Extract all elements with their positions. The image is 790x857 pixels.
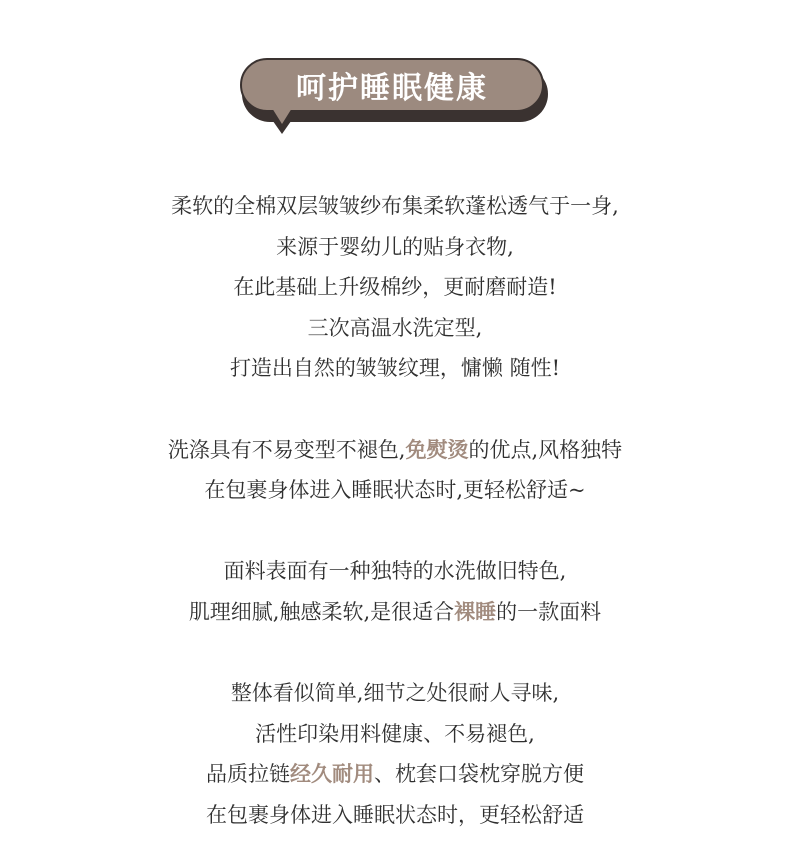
body-text: 肌理细腻,触感柔软,是很适合 [188,599,455,624]
body-text: 在此基础上升级棉纱，更耐磨耐造! [233,275,557,300]
text-line [0,551,790,592]
paragraph-gap [0,633,790,674]
text-line [0,470,790,511]
body-text: 柔软的全棉双层皱皱纱布集柔软蓬松透气于一身, [171,194,619,218]
body-text: 在包裹身体进入睡眠状态时,更轻松舒适~ [204,478,586,503]
body-text: 整体看似简单,细节之处很耐人寻味, [230,681,560,706]
description-text [0,186,790,836]
body-text: 来源于婴幼儿的贴身衣物, [276,234,514,259]
text-line [0,795,790,836]
body-text: 在包裹身体进入睡眠状态时，更轻松舒适 [206,802,584,827]
body-text: 打造出自然的皱皱纹理，慵懒 随性! [229,356,561,381]
body-text: 三次高温水洗定型, [307,315,483,340]
highlight-text: 经久耐用 [290,761,374,787]
body-text: 面料表面有一种独特的水洗做旧特色, [223,559,567,584]
page-title: 呵护睡眠健康 [296,71,488,106]
text-line [0,714,790,755]
body-text: 活性印染用料健康、不易褪色, [255,721,535,746]
paragraph-gap [0,389,790,430]
body-text: 的优点,风格独特 [468,437,623,462]
title-badge [240,58,552,138]
paragraph-gap [0,511,790,552]
body-text: 洗涤具有不易变型不褪色, [167,437,406,462]
badge-bubble [240,58,544,112]
text-line [0,267,790,308]
highlight-text: 裸睡 [454,598,497,624]
body-text: 、枕套口袋枕穿脱方便 [374,762,584,787]
highlight-text: 免熨烫 [405,436,469,462]
text-line [0,227,790,268]
body-text: 品质拉链 [206,762,290,787]
body-text: 的一款面料 [496,599,602,624]
text-line [0,308,790,349]
text-line [0,592,790,633]
text-line [0,754,790,795]
text-line [0,430,790,471]
badge-tail [272,108,292,124]
text-line [0,186,790,227]
text-line [0,348,790,389]
text-line [0,673,790,714]
